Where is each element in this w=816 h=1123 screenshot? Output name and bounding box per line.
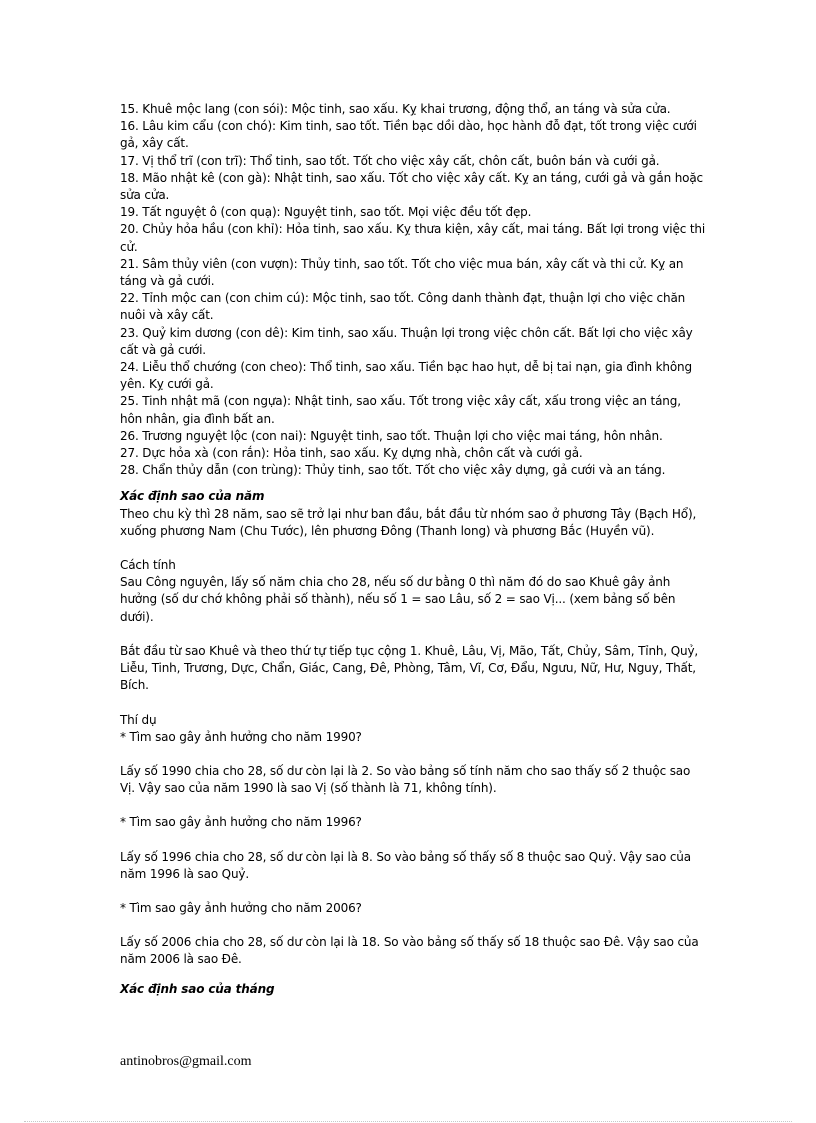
list-item: 27. Dực hỏa xà (con rắn): Hỏa tinh, sao xấu. Kỵ dựng nhà, chôn cất và cưới gả. — [120, 446, 583, 461]
list-item: 25. Tinh nhật mã (con ngựa): Nhật tinh, sao xấu. Tốt trong việc xây cất, xấu trong việc an táng, hôn nhân, gia đình bất an. — [120, 394, 681, 426]
document-body — [120, 101, 706, 998]
example-question: * Tìm sao gây ảnh hưởng cho năm 1996? — [120, 815, 362, 830]
year-intro: Theo chu kỳ thì 28 năm, sao sẽ trở lại như ban đầu, bắt đầu từ nhóm sao ở phương Tây (Bạch Hổ), xuống phương Nam (Chu Tước), lên phương Đông (Thanh long) và phương Bắc (Huyền vũ). — [120, 506, 697, 538]
example-question: * Tìm sao gây ảnh hưởng cho năm 2006? — [120, 900, 362, 915]
section-heading-year: Xác định sao của năm — [120, 489, 265, 504]
footer-email: antinobros@gmail.com — [120, 1054, 252, 1069]
list-item: 15. Khuê mộc lang (con sói): Mộc tinh, sao xấu. Kỵ khai trương, động thổ, an táng và sửa cửa. — [120, 102, 671, 116]
list-item: 17. Vị thổ trĩ (con trĩ): Thổ tinh, sao tốt. Tốt cho việc xây cất, chôn cất, buôn bán và cưới gả. — [120, 153, 660, 168]
example-answer: Lấy số 2006 chia cho 28, số dư còn lại là 18. So vào bảng số thấy số 18 thuộc sao Đê. Vậy sao của năm 2006 là sao Đê. — [120, 935, 699, 967]
example-answer: Lấy số 1990 chia cho 28, số dư còn lại là 2. So vào bảng số tính năm cho sao thấy số 2 thuộc sao Vị. Vậy sao của năm 1990 là sao Vị (số thành là 71, không tính). — [120, 763, 691, 796]
example-question: * Tìm sao gây ảnh hưởng cho năm 1990? — [120, 729, 362, 744]
method-label: Cách tính — [120, 558, 176, 573]
example-label: Thí dụ — [120, 712, 157, 727]
list-item: 26. Trương nguyệt lộc (con nai): Nguyệt tinh, sao tốt. Thuận lợi cho việc mai táng, hôn nhân. — [120, 428, 663, 443]
example-answer: Lấy số 1996 chia cho 28, số dư còn lại là 8. So vào bảng số thấy số 8 thuộc sao Quỷ. Vậy sao của năm 1996 là sao Quỷ. — [120, 849, 691, 881]
list-item: 19. Tất nguyệt ô (con quạ): Nguyệt tinh, sao tốt. Mọi việc đều tốt đẹp. — [120, 205, 532, 220]
list-item: 20. Chủy hỏa hầu (con khỉ): Hỏa tinh, sao xấu. Kỵ thưa kiện, xây cất, mai táng. Bất lợi trong việc thi cử. — [120, 222, 706, 254]
list-item: 16. Lâu kim cẩu (con chó): Kim tinh, sao tốt. Tiền bạc dồi dào, học hành đỗ đạt, tốt trong việc cưới gả, xây cất. — [120, 119, 697, 151]
order-text: Bắt đầu từ sao Khuê và theo thứ tự tiếp tục cộng 1. Khuê, Lâu, Vị, Mão, Tất, Chủy, Sâm, Tỉnh, Quỷ, Liễu, Tinh, Trương, Dực, Chẩn, Giác, Cang, Đê, Phòng, Tâm, Vĩ, Cơ, Đẩu, Ngưu, Nữ, Hư, Nguy, Thất, Bích. — [120, 643, 699, 693]
list-item: 21. Sâm thủy viên (con vượn): Thủy tinh, sao tốt. Tốt cho việc mua bán, xây cất và thi cử. Kỵ an táng và gả cưới. — [120, 256, 684, 289]
method-text: Sau Công nguyên, lấy số năm chia cho 28, nếu số dư bằng 0 thì năm đó do sao Khuê gây ảnh hưởng (số dư chớ không phải số thành), nếu số 1 = sao Lâu, số 2 = sao Vị... (xem bảng số bên dưới). — [120, 575, 676, 624]
star-list — [120, 101, 706, 479]
list-item: 24. Liễu thổ chướng (con cheo): Thổ tinh, sao xấu. Tiền bạc hao hụt, dễ bị tai nạn, gia đình không yên. Kỵ cưới gả. — [120, 360, 692, 392]
page-bottom-divider — [24, 1121, 792, 1122]
list-item: 18. Mão nhật kê (con gà): Nhật tinh, sao xấu. Tốt cho việc xây cất. Kỵ an táng, cưới gả và gắn hoặc sửa cửa. — [120, 170, 703, 203]
list-item: 22. Tỉnh mộc can (con chim cú): Mộc tinh, sao tốt. Công danh thành đạt, thuận lợi cho việc chăn nuôi và xây cất. — [120, 291, 686, 323]
section-heading-month: Xác định sao của tháng — [120, 981, 275, 996]
list-item: 28. Chẩn thủy dẫn (con trùng): Thủy tinh, sao tốt. Tốt cho việc xây dựng, gả cưới và an táng. — [120, 463, 666, 478]
list-item: 23. Quỷ kim dương (con dê): Kim tinh, sao xấu. Thuận lợi trong việc chôn cất. Bất lợi cho việc xây cất và gả cưới. — [120, 325, 693, 357]
